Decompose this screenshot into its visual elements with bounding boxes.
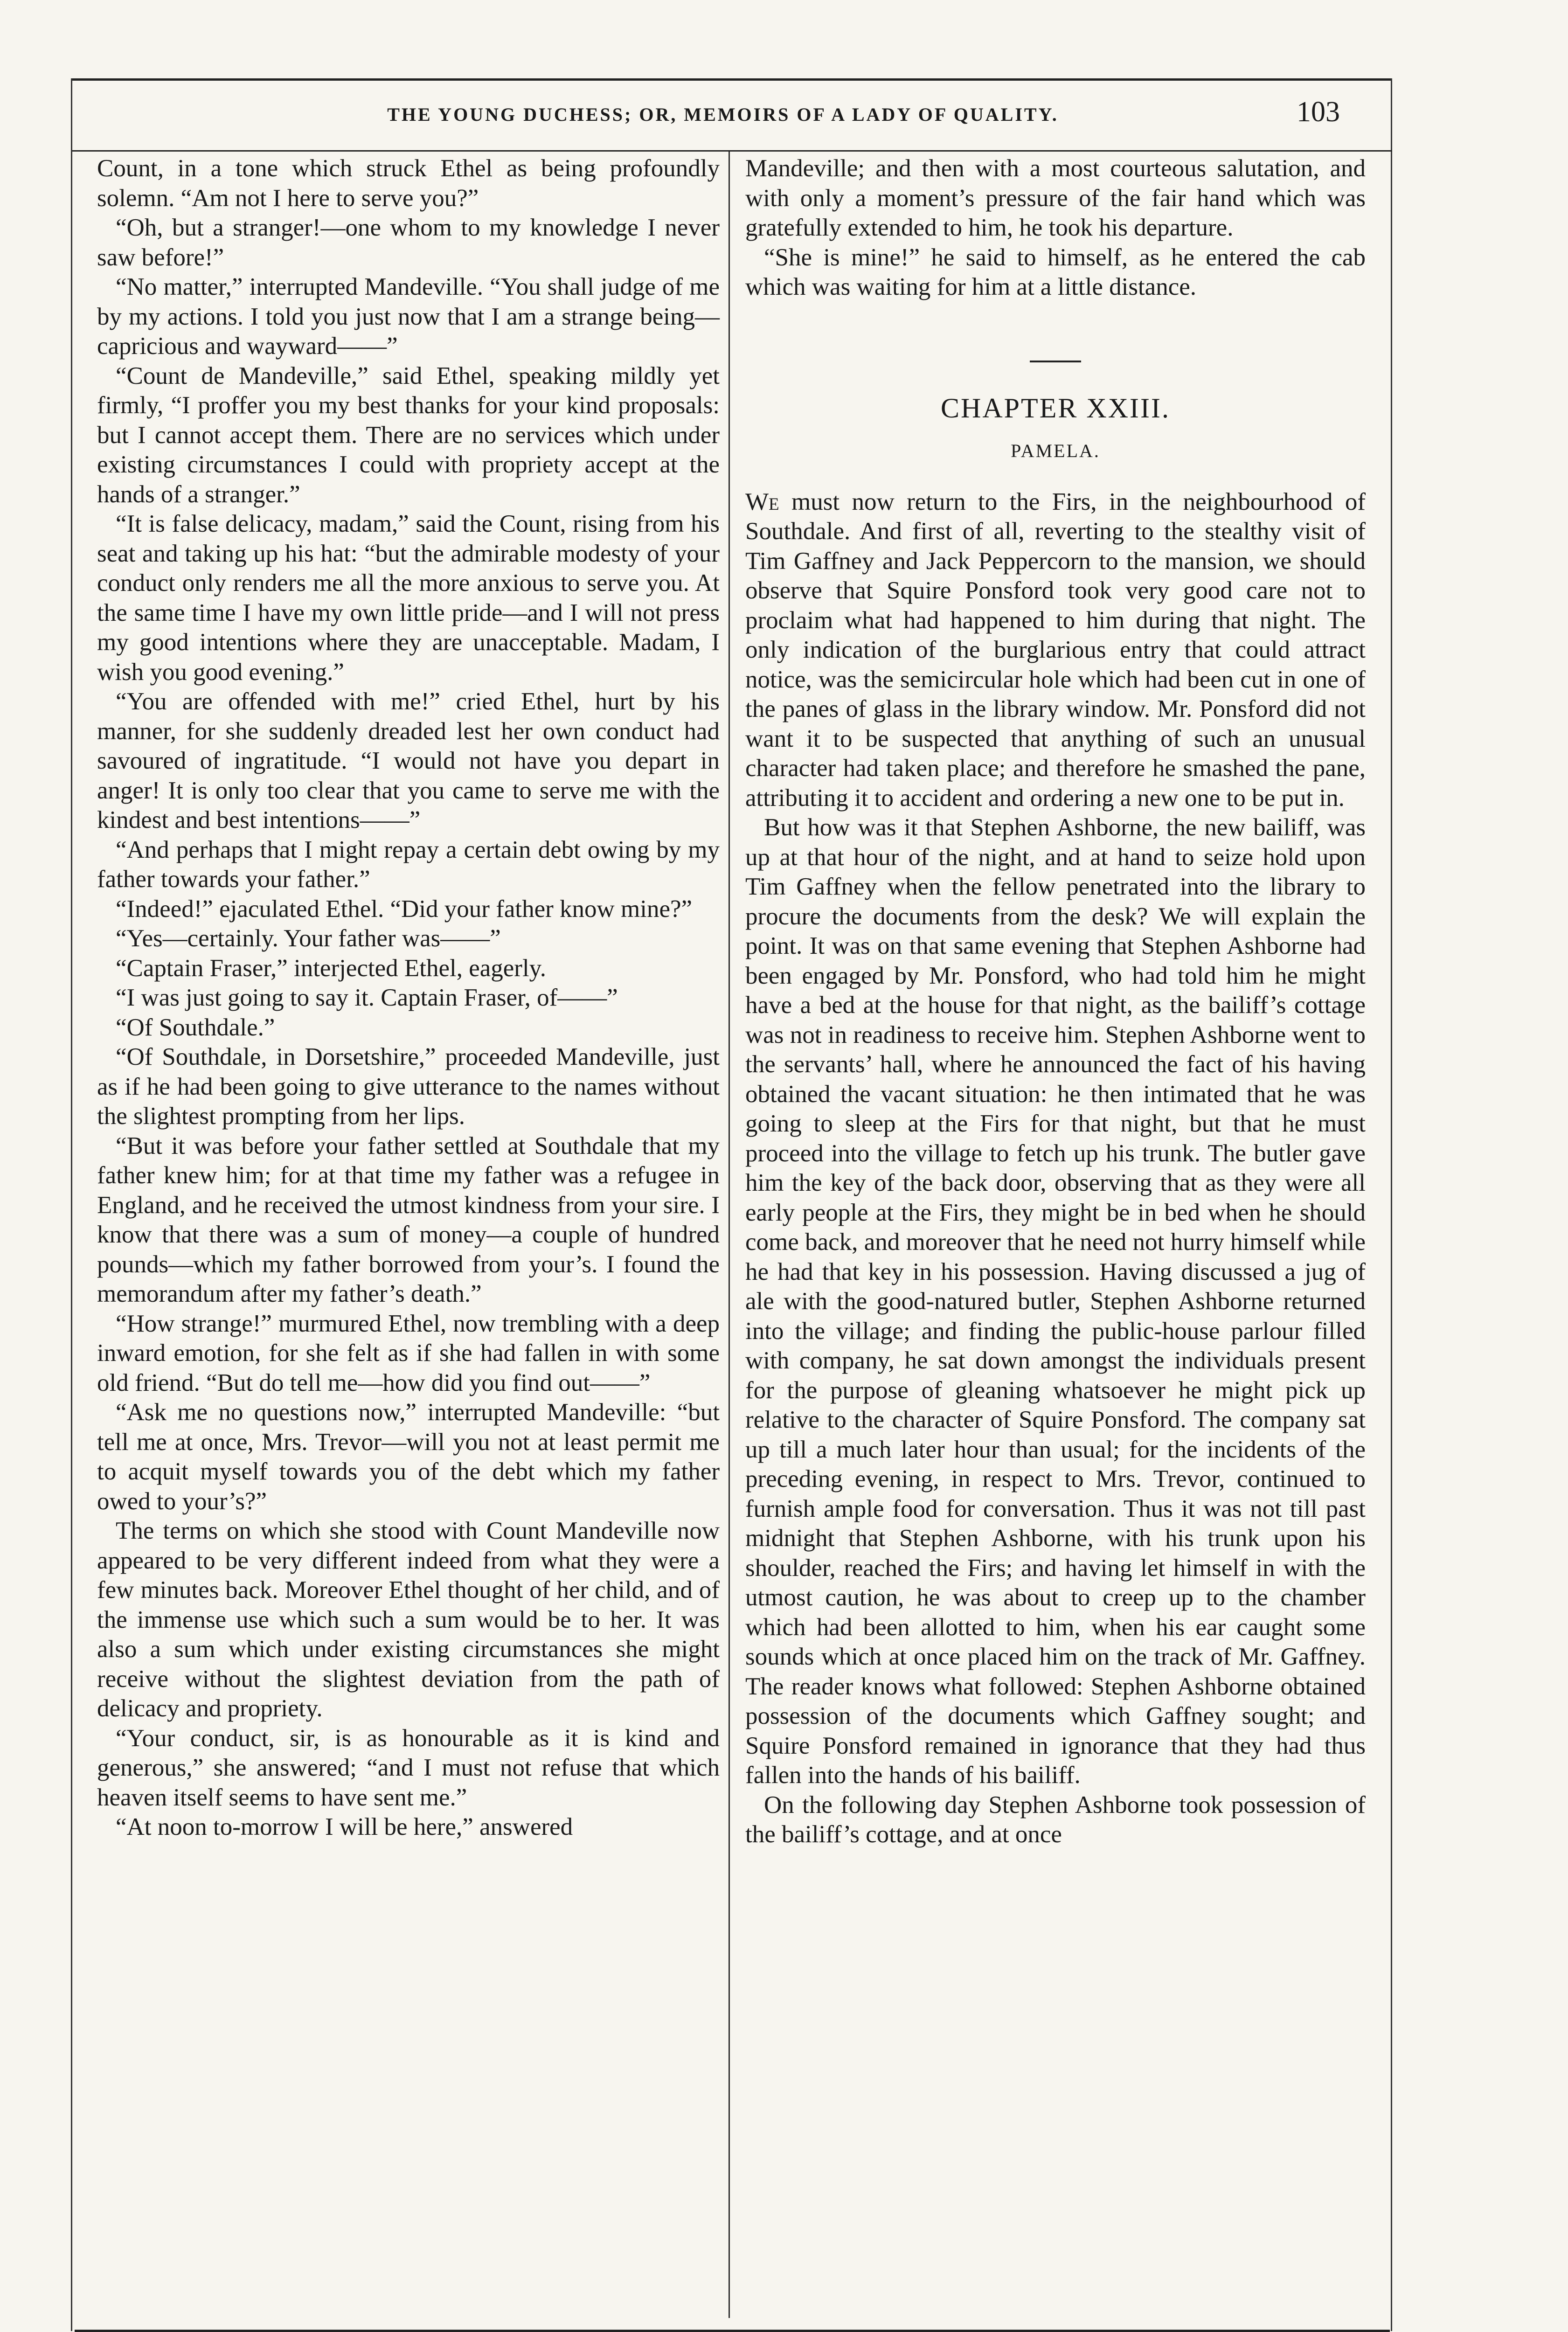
paragraph: “Count de Mandeville,” said Ethel, speaking mildly yet firmly, “I proffer you my best thanks for your kind proposals: but I cannot accept them. There are no services which under existing circumstances I could with propriety accept at the hands of a stranger.” bbox=[97, 362, 720, 508]
paragraph: “Captain Fraser,” interjected Ethel, eagerly. bbox=[116, 954, 546, 982]
paragraph: But how was it that Stephen Ashborne, the new bailiff, was up at that hour of the night, and at hand to seize hold upon Tim Gaffney when the fellow penetrated into the library to procure the documents from the desk? We will explain the point. It was on that same evening that Stephen Ashborne had been engaged by Mr. Ponsford, who had told him he might have a bed at the house for that night, as the bailiff’s cottage was not in readiness to receive him. Stephen Ashborne went to the servants’ hall, where he announced the fact of his having obtained the vacant situation: he then intimated that he was going to sleep at the Firs for that night, but that he must proceed into the village to fetch up his trunk. The butler gave him the key of the back door, observing that as they were all early people at the Firs, they might be in bed when he should come back, and moreover that he need not hurry himself while he had that key in his possession. Having discussed a jug of ale with the good-natured butler, Stephen Ashborne returned into the village; and finding the public-house parlour filled with company, he sat down amongst the individuals present for the purpose of gleaning whatsoever he might pick up relative to the character of Squire Ponsford. The company sat up till a much later hour than usual; for the incidents of the preceding evening, in respect to Mrs. Trevor, continued to furnish ample food for conversation. Thus it was not till past midnight that Stephen Ashborne, with his trunk upon his shoulder, reached the Firs; and having let himself in with the utmost caution, he was about to creep up to the chamber which had been allotted to him, when his ear caught some sounds which at once placed him on the track of Mr. Gaffney. The reader knows what followed: Stephen Ashborne obtained possession of the documents which Gaffney sought; and Squire Ponsford remained in ignorance that they had thus fallen into the hands of his bailiff. bbox=[745, 814, 1366, 1789]
paragraph: “Oh, but a stranger!—one whom to my knowledge I never saw before!” bbox=[97, 214, 720, 271]
paragraph: “How strange!” murmured Ethel, now trembling with a deep inward emotion, for she felt as if she had fallen in with some old friend. “But do tell me—how did you find out——” bbox=[97, 1310, 720, 1396]
chapter-subtitle: PAMELA. bbox=[1011, 440, 1100, 461]
top-rule bbox=[72, 78, 1392, 81]
paragraph: “It is false delicacy, madam,” said the Count, rising from his seat and taking up his hat: “but the admirable modesty of your conduct only renders me all the more anxious to serve you. At the same time I have my own little pride—and I will not press my good intentions where they are unacceptable. Madam, I wish you good evening.” bbox=[97, 510, 720, 686]
paragraph: On the following day Stephen Ashborne took possession of the bailiff’s cottage, and at once bbox=[745, 1791, 1366, 1848]
left-column bbox=[97, 154, 720, 1842]
column-divider bbox=[728, 152, 730, 2318]
paragraph: “At noon to-morrow I will be here,” answered bbox=[116, 1813, 573, 1840]
paragraph: “But it was before your father settled at Southdale that my father knew him; for at that time my father was a refugee in England, and he received the utmost kindness from your sire. I know that there was a sum of money—a couple of hundred pounds—which my father borrowed from your’s. I found the memorandum after my father’s death.” bbox=[97, 1132, 720, 1307]
paragraph: “Your conduct, sir, is as honourable as it is kind and generous,” she answered; “and I must not refuse that which heaven itself seems to have sent me.” bbox=[97, 1724, 720, 1811]
paragraph: “She is mine!” he said to himself, as he entered the cab which was waiting for him at a little distance. bbox=[745, 243, 1366, 300]
right-column bbox=[745, 154, 1366, 1850]
chapter-separator bbox=[1030, 361, 1081, 362]
paragraph: Count, in a tone which struck Ethel as being profoundly solemn. “Am not I here to serve you?” bbox=[97, 155, 720, 212]
page-number: 103 bbox=[1297, 96, 1340, 128]
paragraph-text: must now return to the Firs, in the neighbourhood of Southdale. And first of all, reverting to the stealthy visit of Tim Gaffney and Jack Peppercorn to the mansion, we should observe that Squire Ponsford took very good care not to proclaim what had happened to him during that night. The only indication of the burglarious entry that could attract notice, was the semicircular hole which had been cut in one of the panes of glass in the library window. Mr. Ponsford did not want it to be suspected that anything of such an unusual character had taken place; and therefore he smashed the pane, attributing it to accident and ordering a new one to be put in. bbox=[745, 488, 1366, 812]
left-border bbox=[71, 78, 72, 2331]
paragraph: “Yes—certainly. Your father was——” bbox=[116, 925, 501, 952]
paragraph: “I was just going to say it. Captain Fraser, of——” bbox=[116, 984, 618, 1011]
bottom-rule bbox=[75, 2330, 1390, 2332]
paragraph: Mandeville; and then with a most courteous salutation, and with only a moment’s pressure of the fair hand which was gratefully extended to him, he took his departure. bbox=[745, 155, 1366, 241]
header-rule bbox=[72, 150, 1392, 152]
paragraph: The terms on which she stood with Count Mandeville now appeared to be very different indeed from what they were a few minutes back. Moreover Ethel thought of her child, and of the immense use which such a sum would be to her. It was also a sum which under existing circumstances she might receive without the slightest deviation from the path of delicacy and propriety. bbox=[97, 1517, 720, 1722]
paragraph: “Of Southdale.” bbox=[116, 1013, 275, 1041]
paragraph: “Indeed!” ejaculated Ethel. “Did your father know mine?” bbox=[116, 895, 693, 923]
paragraph: “Of Southdale, in Dorsetshire,” proceeded Mandeville, just as if he had been going to give utterance to the names without the slightest prompting from her lips. bbox=[97, 1043, 720, 1130]
paragraph: “Ask me no questions now,” interrupted Mandeville: “but tell me at once, Mrs. Trevor—will you not at least permit me to acquit myself towards you of the debt which my father owed to your’s?” bbox=[97, 1399, 720, 1515]
paragraph: “No matter,” interrupted Mandeville. “You shall judge of me by my actions. I told you just now that I am a strange being—capricious and wayward——” bbox=[97, 273, 720, 360]
paragraph: “You are offended with me!” cried Ethel, hurt by his manner, for she suddenly dreaded lest her own conduct had savoured of ingratitude. “I would not have you depart in anger! It is only too clear that you came to serve me with the kindest and best intentions——” bbox=[97, 688, 720, 833]
chapter-opening-paragraph bbox=[745, 487, 1366, 813]
chapter-title: CHAPTER XXIII. bbox=[941, 392, 1170, 423]
running-head: THE YOUNG DUCHESS; OR, MEMOIRS OF A LADY OF QUALITY. bbox=[387, 104, 1059, 125]
opening-word: We bbox=[745, 488, 779, 515]
right-border bbox=[1391, 78, 1392, 2331]
paragraph: “And perhaps that I might repay a certain debt owing by my father towards your father.” bbox=[97, 836, 720, 893]
